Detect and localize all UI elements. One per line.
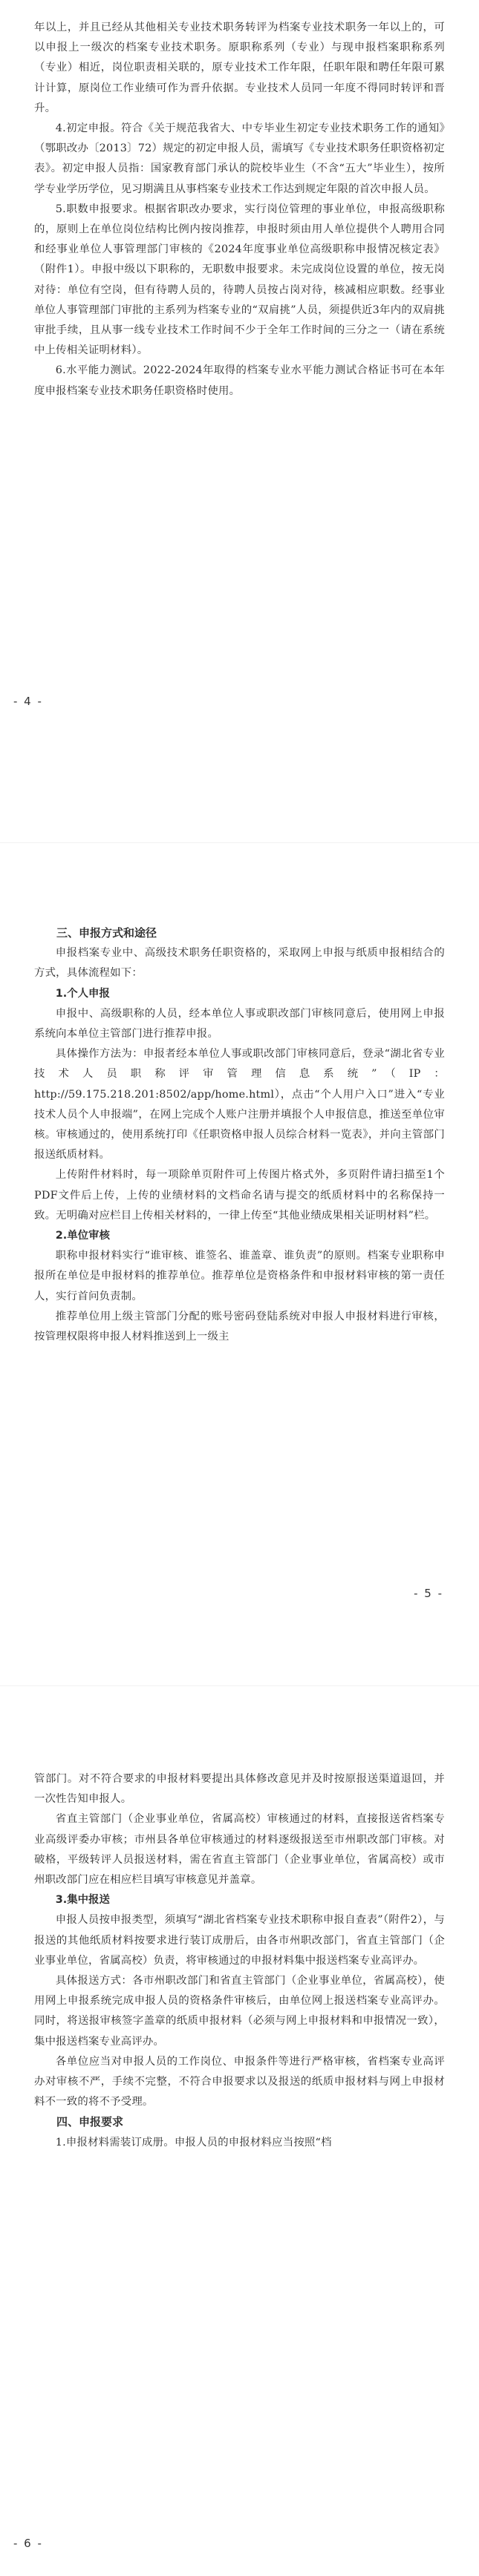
paragraph-personal-2: 具体操作方法为：申报者经本单位人事或职改部门审核同意后，登录“湖北省专业技术人员职称评审管理信息系统”（IP：http://59.175.218.201:8502/app/home.html），点击“个人用户入口”进入“专业技术人员个人申报端”，在网上完成个人账户注册并填报个人申报信息，推送至单位审核。审核通过的，使用系统打印《任职资格申报人员综合材料一览表》，并向主管部门报送纸质材料。 bbox=[34, 1048, 445, 1161]
paragraph-unit-review-1: 职称申报材料实行“谁审核、谁签名、谁盖章、谁负责”的原则。档案专业职称申报所在单位是申报材料的推荐单位。推荐单位是资格条件和申报材料审核的第一责任人，实行首问负责制。 bbox=[34, 1250, 445, 1302]
page-number-5: - 5 - bbox=[414, 1587, 443, 1600]
page-6 bbox=[0, 1686, 479, 2576]
page-5 bbox=[0, 843, 479, 1685]
page-number-4: - 4 - bbox=[13, 695, 43, 708]
paragraph-requirement-1: 1.申报材料需装订成册。申报人员的申报材料应当按照“档 bbox=[55, 2136, 332, 2149]
paragraph-submission-1: 申报人员按申报类型，须填写“湖北省档案专业技术职称申报自查表”（附件2），与报送的其他纸质材料按要求进行装订成册后，由各市州职改部门，省直主管部门（企业事业单位，省属高校）负责，将审核通过的申报材料集中报送档案专业高评办。 bbox=[34, 1914, 445, 1967]
paragraph-personal-3: 上传附件材料时，每一项除单页附件可上传图片格式外，多页附件请扫描至1个PDF文件后上传，上传的业绩材料的文档命名请与提交的纸质材料中的名称保持一致。无明确对应栏目上传相关材料的，一律上传至“其他业绩成果相关证明材料”栏。 bbox=[34, 1169, 445, 1222]
page-4 bbox=[0, 0, 479, 842]
paragraph-unit-review-2: 推荐单位用上级主管部门分配的账号密码登陆系统对申报人申报材料进行审核，按管理权限将申报人材料推送到上一级主 bbox=[34, 1310, 445, 1343]
paragraph-submission-2: 具体报送方式：各市州职改部门和省直主管部门（企业事业单位，省属高校），使用网上申报系统完成申报人员的资格条件审核后，由单位网上报送档案专业高评办。同时，将送报审核签字盖章的纸质申报材料（必须与网上申报材料和申报情况一致），集中报送档案专业高评办。 bbox=[34, 1975, 445, 2048]
paragraph-page4-4: 6.水平能力测试。2022-2024年取得的档案专业水平能力测试合格证书可在本年度申报档案专业技术职务任职资格时使用。 bbox=[34, 364, 445, 397]
section-heading-3: 三、申报方式和途径 bbox=[56, 926, 157, 940]
subheading-centralized-submission: 3.集中报送 bbox=[55, 1894, 110, 1907]
paragraph-page4-2: 4.初定申报。符合《关于规范我省大、中专毕业生初定专业技术职务工作的通知》（鄂职改办〔2013〕72）规定的初定申报人员，需填写《专业技术职务任职资格初定表》。初定申报人员指：国家教育部门承认的院校毕业生（不含“五大”毕业生），按所学专业学历学位，见习期满且从事档案专业技术工作达到规定年限的首次申报人员。 bbox=[34, 122, 445, 195]
paragraph-submission-3: 各单位应当对申报人员的工作岗位、申报条件等进行严格审核，省档案专业高评办对审核不严，手续不完整，不符合申报要求以及报送的纸质申报材料与网上申报材料不一致的将不予受理。 bbox=[34, 2055, 445, 2108]
page-number-6: - 6 - bbox=[13, 2537, 43, 2550]
section-heading-4: 四、申报要求 bbox=[56, 2115, 124, 2129]
subheading-personal-application: 1.个人申报 bbox=[55, 987, 110, 1000]
paragraph-personal-1: 申报中、高级职称的人员，经本单位人事或职改部门审核同意后，使用网上申报系统向本单位主管部门进行推荐申报。 bbox=[34, 1007, 445, 1040]
paragraph-page6-2: 省直主管部门（企业事业单位，省属高校）审核通过的材料，直接报送省档案专业高级评委办审核；市州县各单位审核通过的材料逐级报送至市州职改部门审核。对破格，平级转评人员报送材料，需在省直主管部门（企业事业单位，省属高校）或市州职改部门应在相应栏目填写审核意见并盖章。 bbox=[34, 1813, 445, 1887]
paragraph-page4-3: 5.职数申报要求。根据省职改办要求，实行岗位管理的事业单位，申报高级职称的，原则上在单位岗位结构比例内按岗推荐，申报时须由用人单位提供个人聘用合同和经事业单位人事管理部门审核的《2024年度事业单位高级职称申报情况核定表》（附件1）。申报中级以下职称的，无职数申报要求。未完成岗位设置的单位，按无岗对待：单位有空岗，但有待聘人员的，待聘人员按占岗对待，核减相应职数。经事业单位人事管理部门审批的主系列为档案专业的“双肩挑”人员，须提供近3年内的双肩挑审批手续，且从事一线专业技术工作时间不少于全年工作时间的三分之一（请在系统中上传相关证明材料）。 bbox=[34, 203, 445, 357]
subheading-unit-review: 2.单位审核 bbox=[55, 1230, 110, 1242]
paragraph-page4-1: 年以上，并且已经从其他相关专业技术职务转评为档案专业技术职务一年以上的，可以申报上一级次的档案专业技术职务。原职称系列（专业）与现申报档案职称系列（专业）相近，岗位职责相关联的，原专业技术工作年限，任职年限和聘任年限可累计计算，原岗位工作业绩可作为晋升依据。专业技术人员同一年度不得同时转评和晋升。 bbox=[34, 22, 445, 114]
paragraph-intro: 申报档案专业中、高级技术职务任职资格的，采取网上申报与纸质申报相结合的方式，具体流程如下： bbox=[34, 947, 445, 980]
paragraph-page6-1: 管部门。对不符合要求的申报材料要提出具体修改意见并及时按原报送渠道退回，并一次性告知申报人。 bbox=[34, 1773, 445, 1806]
